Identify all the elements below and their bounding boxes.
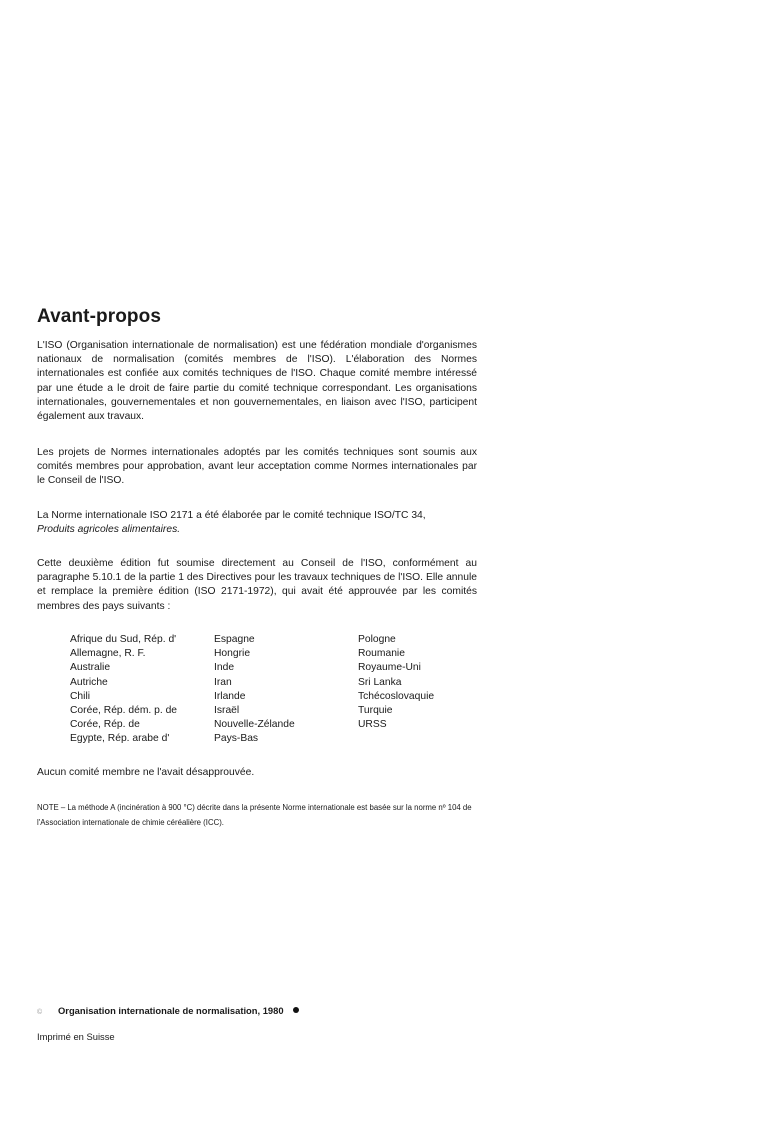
country-item: Afrique du Sud, Rép. d' [70,634,177,645]
country-item: Sri Lanka [358,676,402,688]
country-item: Roumanie [358,648,405,660]
country-item: Chili [70,690,91,702]
country-item: Corée, Rép. de [70,719,140,731]
bullet-icon [293,1007,299,1013]
country-item: Royaume-Uni [358,662,421,674]
countries-column-1 [70,633,177,747]
country-item: Espagne [214,634,255,645]
country-item: Nouvelle-Zélande [214,719,295,731]
copyright-icon: © [37,1009,43,1016]
country-item: Inde [214,662,235,674]
country-item: Egypte, Rép. arabe d' [70,733,170,745]
country-item: Irlande [214,690,246,702]
countries-column-2 [214,633,295,747]
country-item: Turquie [358,705,393,717]
standard-paragraph [37,509,477,537]
printed-in-line: Imprimé en Suisse [37,1031,115,1042]
country-item: Australie [70,662,111,674]
country-item: Hongrie [214,648,251,660]
country-item: Israël [214,705,240,717]
country-item: URSS [358,719,387,731]
page-title: Avant-propos [37,306,161,327]
no-disapproval-paragraph: Aucun comité membre ne l'avait désapprouvée. [37,767,255,778]
country-item: Tchécoslovaquie [358,690,435,702]
copyright-text: Organisation internationale de normalisation, 1980 [58,1005,284,1016]
committee-name: Produits agricoles alimentaires. [37,524,181,536]
note-paragraph: NOTE – La méthode A (incinération à 900 °C) décrite dans la présente Norme internationale est basée sur la norme nº 104 de l'Association internationale de chimie céréalière (ICC). [37,803,472,827]
standard-text: La Norme internationale ISO 2171 a été élaborée par le comité technique ISO/TC 34, [37,510,426,521]
country-item: Autriche [70,676,108,688]
country-item: Pologne [358,634,396,645]
country-item: Corée, Rép. dém. p. de [70,705,178,717]
countries-column-3 [358,633,434,732]
approval-paragraph: Les projets de Normes internationales adoptés par les comités techniques sont soumis aux comités membres pour approbation, avant leur acceptation comme Normes internationales par le Conseil de l'ISO. [37,447,477,487]
intro-paragraph: L'ISO (Organisation internationale de normalisation) est une fédération mondiale d'organismes nationaux de normalisation (comités membres de l'ISO). L'élaboration des Normes internationales est confiée aux comités techniques de l'ISO. Chaque comité membre intéressé par une étude a le droit de faire partie du comité technique correspondant. Les organisations internationales, gouvernementales et non gouvernementales, en liaison avec l'ISO, participent également aux travaux. [37,340,477,423]
country-item: Allemagne, R. F. [70,648,146,660]
country-item: Iran [214,676,232,688]
edition-paragraph: Cette deuxième édition fut soumise directement au Conseil de l'ISO, conformément au paragraphe 5.10.1 de la partie 1 des Directives pour les travaux techniques de l'ISO. Elle annule et remplace la première édition (ISO 2171-1972), qui avait été approuvée par les comités membres des pays suivants : [37,558,477,612]
country-item: Pays-Bas [214,733,259,745]
copyright-line [37,1005,299,1016]
